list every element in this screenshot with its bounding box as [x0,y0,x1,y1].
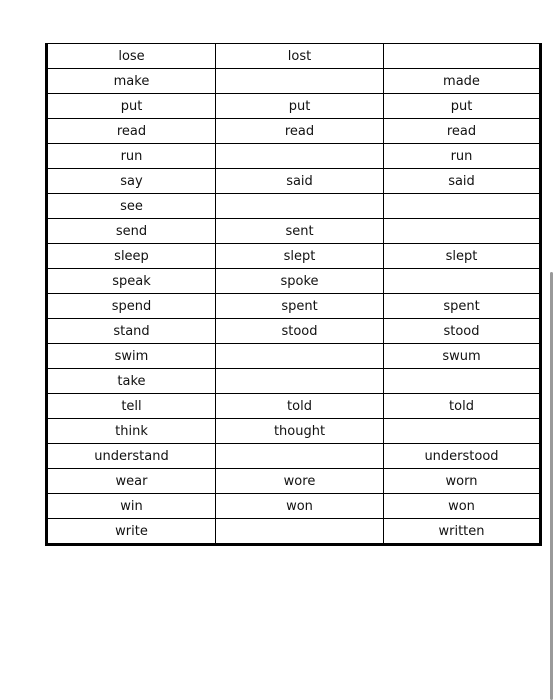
base-form-cell: understand [47,444,216,469]
past-participle-cell: spent [384,294,541,319]
base-form-cell: stand [47,319,216,344]
past-participle-cell: put [384,94,541,119]
table-row [47,69,541,94]
past-simple-cell: lost [216,44,384,69]
table-row [47,294,541,319]
table-row [47,344,541,369]
past-simple-cell: slept [216,244,384,269]
table-row [47,444,541,469]
past-simple-cell [216,519,384,545]
past-participle-cell [384,219,541,244]
past-participle-cell [384,269,541,294]
table-row [47,319,541,344]
past-simple-cell: wore [216,469,384,494]
base-form-cell: read [47,119,216,144]
table-row [47,369,541,394]
table-row [47,419,541,444]
past-simple-cell: sent [216,219,384,244]
past-simple-cell [216,369,384,394]
past-participle-cell: read [384,119,541,144]
table-row [47,394,541,419]
base-form-cell: sleep [47,244,216,269]
base-form-cell: write [47,519,216,545]
base-form-cell: spend [47,294,216,319]
table-row [47,219,541,244]
past-simple-cell [216,69,384,94]
past-participle-cell: swum [384,344,541,369]
table-row [47,194,541,219]
table-row [47,269,541,294]
past-simple-cell [216,144,384,169]
table-row [47,519,541,545]
base-form-cell: send [47,219,216,244]
base-form-cell: swim [47,344,216,369]
base-form-cell: see [47,194,216,219]
past-simple-cell: thought [216,419,384,444]
table-row [47,469,541,494]
verb-table-body [47,44,541,545]
table-row [47,119,541,144]
irregular-verbs-table [45,43,542,546]
table-row [47,144,541,169]
past-participle-cell: written [384,519,541,545]
past-participle-cell: said [384,169,541,194]
past-participle-cell: told [384,394,541,419]
past-simple-cell: spent [216,294,384,319]
scrollbar-thumb[interactable] [550,272,553,700]
past-simple-cell [216,444,384,469]
base-form-cell: wear [47,469,216,494]
table-row [47,494,541,519]
table-row [47,94,541,119]
past-participle-cell: understood [384,444,541,469]
base-form-cell: make [47,69,216,94]
base-form-cell: put [47,94,216,119]
base-form-cell: take [47,369,216,394]
past-participle-cell: worn [384,469,541,494]
past-participle-cell [384,44,541,69]
past-participle-cell: run [384,144,541,169]
table-row [47,44,541,69]
table-row [47,169,541,194]
past-participle-cell: won [384,494,541,519]
past-simple-cell [216,194,384,219]
past-participle-cell [384,419,541,444]
past-participle-cell: slept [384,244,541,269]
table-row [47,244,541,269]
past-simple-cell: read [216,119,384,144]
past-participle-cell [384,194,541,219]
past-simple-cell: put [216,94,384,119]
past-simple-cell [216,344,384,369]
base-form-cell: lose [47,44,216,69]
past-simple-cell: won [216,494,384,519]
past-simple-cell: spoke [216,269,384,294]
base-form-cell: think [47,419,216,444]
past-participle-cell: stood [384,319,541,344]
past-participle-cell [384,369,541,394]
base-form-cell: tell [47,394,216,419]
past-participle-cell: made [384,69,541,94]
past-simple-cell: said [216,169,384,194]
past-simple-cell: told [216,394,384,419]
base-form-cell: run [47,144,216,169]
past-simple-cell: stood [216,319,384,344]
base-form-cell: speak [47,269,216,294]
base-form-cell: say [47,169,216,194]
base-form-cell: win [47,494,216,519]
